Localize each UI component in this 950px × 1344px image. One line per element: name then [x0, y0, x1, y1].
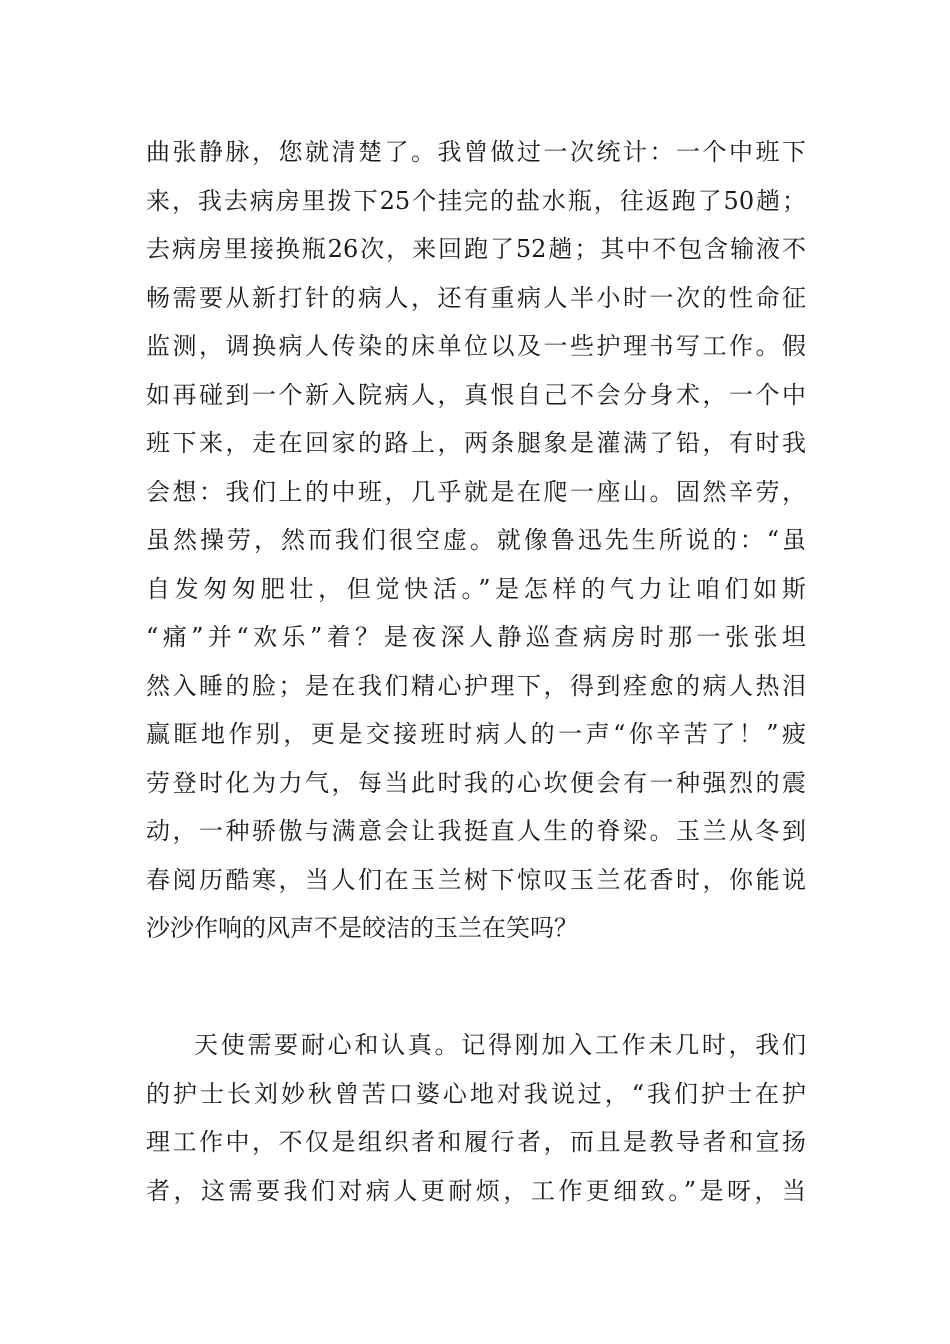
- text-line: 者，这需要我们对病人更耐烦，工作更细致。”是呀，当: [146, 1176, 806, 1205]
- text-line: 曲张静脉，您就清楚了。我曾做过一次统计：一个中班下: [146, 138, 806, 166]
- text-line: 自发匆匆肥壮，但觉快活。”是怎样的气力让咱们如斯: [146, 574, 806, 603]
- text-line: 监测，调换病人传染的床单位以及一些护理书写工作。假: [146, 332, 806, 360]
- text-line: 虽然操劳，然而我们很空虚。就像鲁迅先生所说的：“虽: [146, 526, 806, 554]
- text-line: 春阅历酷寒，当人们在玉兰树下惊叹玉兰花香时，你能说: [146, 865, 806, 894]
- text-line: 去病房里接换瓶26次，来回跑了52趟；其中不包含输液不: [146, 235, 806, 263]
- text-line: 然入睡的脸；是在我们精心护理下，得到痊愈的病人热泪: [146, 671, 806, 700]
- text-line: 动，一种骄傲与满意会让我挺直人生的脊梁。玉兰从冬到: [146, 817, 806, 845]
- text-line: 班下来，走在回家的路上，两条腿象是灌满了铅，有时我: [146, 429, 806, 457]
- text-line: 畅需要从新打针的病人，还有重病人半小时一次的性命征: [146, 283, 806, 312]
- text-line: 赢眶地作别，更是交接班时病人的一声“你辛苦了！”疲: [146, 720, 806, 748]
- text-line: 来，我去病房里拨下25个挂完的盐水瓶，往返跑了50趟；: [146, 186, 806, 215]
- text-line: 如再碰到一个新入院病人，真恨自己不会分身术，一个中: [146, 380, 806, 409]
- paragraph-patience: [146, 1021, 806, 1215]
- text-line: 的护士长刘妙秋曾苦口婆心地对我说过，“我们护士在护: [146, 1079, 806, 1108]
- text-line: 劳登时化为力气，每当此时我的心坎便会有一种强烈的震: [146, 768, 806, 797]
- text-line: “痛”并“欢乐”着？是夜深人静巡查病房时那一张张坦: [146, 623, 806, 651]
- text-line: 理工作中，不仅是组织者和履行者，而且是教导者和宣扬: [146, 1128, 806, 1156]
- paragraph-night-shift: [146, 128, 806, 953]
- text-line: 天使需要耐心和认真。记得刚加入工作未几时，我们: [194, 1031, 806, 1059]
- text-line: 会想：我们上的中班，几乎就是在爬一座山。固然辛劳，: [146, 477, 806, 506]
- text-line: 沙沙作响的风声不是皎洁的玉兰在笑吗？: [146, 914, 578, 942]
